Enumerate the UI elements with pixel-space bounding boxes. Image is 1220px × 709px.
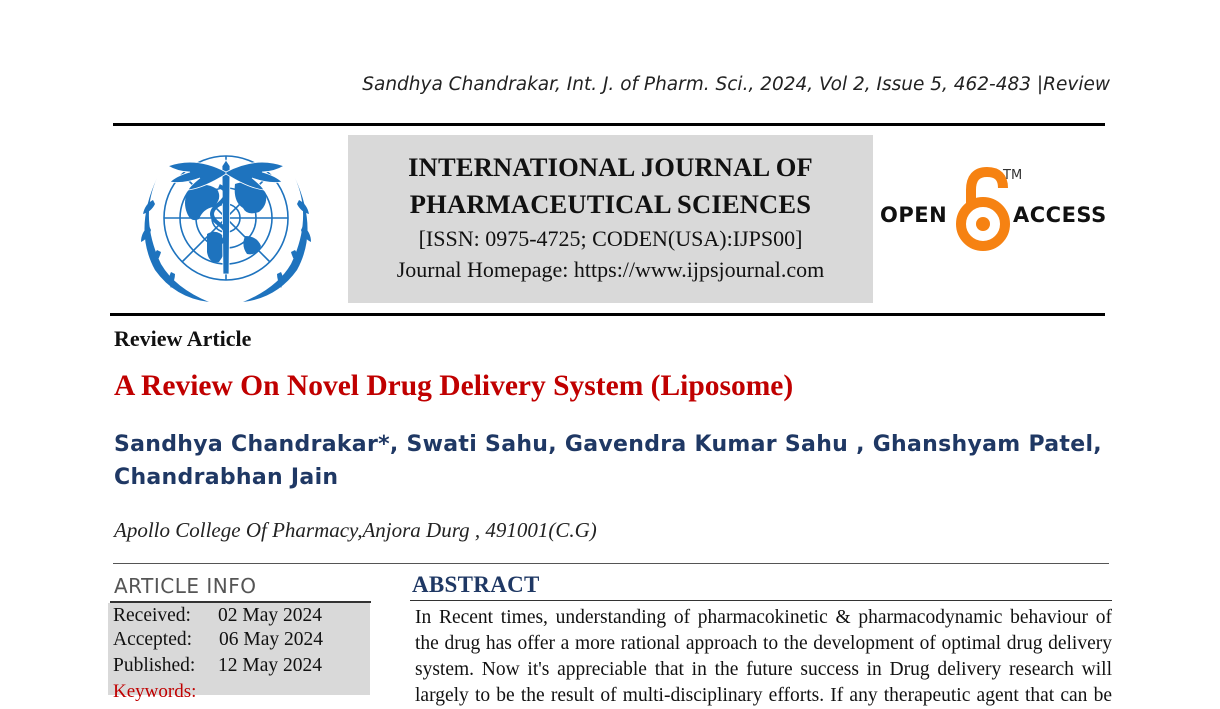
- trademark-mark: TM: [1003, 168, 1023, 183]
- journal-emblem-logo: [127, 138, 325, 306]
- accepted-row: [113, 629, 323, 651]
- author-affiliation: Apollo College Of Pharmacy,Anjora Durg , 491001(C.G): [114, 518, 597, 542]
- received-label: Received:: [113, 605, 191, 626]
- published-label: Published:: [113, 655, 196, 676]
- journal-title-line2: PHARMACEUTICAL SCIENCES: [409, 189, 812, 219]
- abstract-line: the drug has offer a more rational approach to the development of optimal drug delivery: [415, 633, 1112, 654]
- abstract-line: system. Now it's appreciable that in the future success in Drug delivery research will: [415, 659, 1112, 680]
- published-date: 12 May 2024: [218, 655, 322, 676]
- received-date: 02 May 2024: [218, 605, 322, 626]
- emblem-icon: [127, 138, 325, 306]
- journal-title-line1: INTERNATIONAL JOURNAL OF: [408, 152, 813, 182]
- journal-title: [348, 149, 873, 223]
- journal-issn: [ISSN: 0975-4725; CODEN(USA):IJPS00]: [418, 226, 803, 251]
- authors-line1: Sandhya Chandrakar*, Swati Sahu, Gavendra Kumar Sahu , Ghanshyam Patel,: [114, 432, 1102, 457]
- keywords-label: Keywords:: [113, 681, 197, 702]
- journal-homepage-link[interactable]: Journal Homepage: https://www.ijpsjournal.com: [396, 257, 825, 282]
- published-row: [113, 655, 322, 677]
- article-info-heading: ARTICLE INFO: [114, 574, 257, 598]
- abstract-body: [415, 605, 1112, 709]
- open-access-logo: [880, 168, 1106, 252]
- received-row: [113, 605, 322, 627]
- journal-masthead: [348, 135, 873, 303]
- abstract-rule: [410, 600, 1112, 601]
- abstract-heading: ABSTRACT: [412, 572, 540, 597]
- accepted-date: 06 May 2024: [219, 629, 323, 650]
- abstract-line: largely to be the result of multi-disciplinary efforts. If any therapeutic agent that can be: [415, 685, 1112, 706]
- authors-line2: Chandrabhan Jain: [114, 465, 339, 490]
- open-access-word-access: ACCESS: [1013, 203, 1107, 227]
- article-type: Review Article: [114, 326, 252, 351]
- running-head: Sandhya Chandrakar, Int. J. of Pharm. Sci., 2024, Vol 2, Issue 5, 462-483 |Review: [362, 74, 1110, 95]
- article-title: A Review On Novel Drug Delivery System (Liposome): [114, 370, 794, 402]
- section-divider: [113, 563, 1109, 564]
- open-access-word-open: OPEN: [880, 203, 948, 227]
- header-rule-bottom: [110, 313, 1105, 316]
- article-info-box: [108, 603, 370, 702]
- accepted-label: Accepted:: [113, 629, 193, 650]
- abstract-line: In Recent times, understanding of pharmacokinetic & pharmacodynamic behaviour of: [415, 607, 1112, 628]
- author-list: [114, 428, 1114, 494]
- header-rule-top: [113, 123, 1105, 126]
